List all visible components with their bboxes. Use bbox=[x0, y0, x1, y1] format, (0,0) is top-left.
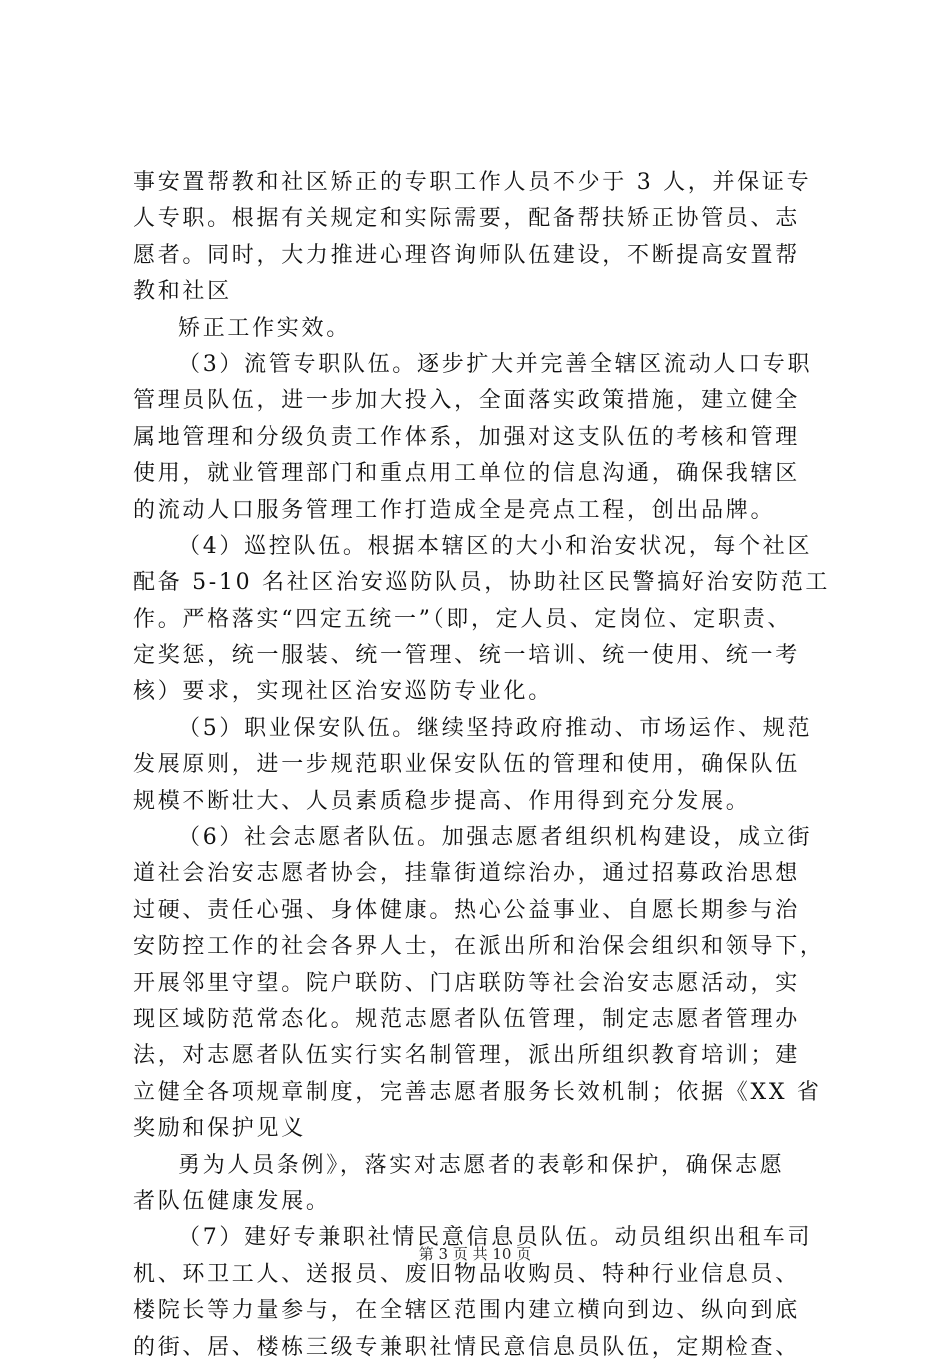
text-line: 使用，就业管理部门和重点用工单位的信息沟通，确保我辖区 bbox=[133, 461, 800, 487]
text-line: 开展邻里守望。院户联防、门店联防等社会治安志愿活动，实 bbox=[133, 970, 800, 996]
text-line: 法，对志愿者队伍实行实名制管理，派出所组织教育培训；建 bbox=[133, 1043, 800, 1069]
text-line: 楼院长等力量参与，在全辖区范围内建立横向到边、纵向到底 bbox=[133, 1298, 800, 1324]
text-line: 立健全各项规章制度，完善志愿者服务长效机制；依据《XX 省 bbox=[133, 1079, 822, 1105]
text-line: （3）流管专职队伍。逐步扩大并完善全辖区流动人口专职 bbox=[178, 351, 813, 377]
text-line: 定奖惩，统一服装、统一管理、统一培训、统一使用、统一考 bbox=[133, 643, 800, 669]
document-body bbox=[133, 165, 833, 1366]
text-line: 奖励和保护见义 bbox=[133, 1116, 306, 1142]
text-line: 勇为人员条例》，落实对志愿者的表彰和保护，确保志愿 bbox=[178, 1152, 785, 1178]
text-line: 安防控工作的社会各界人士，在派出所和治保会组织和领导下， bbox=[133, 934, 825, 960]
text-line: 者队伍健康发展。 bbox=[133, 1188, 331, 1214]
text-line: 矫正工作实效。 bbox=[178, 315, 351, 341]
text-line: 配备 5-10 名社区治安巡防队员，协助社区民警搞好治安防范工 bbox=[133, 570, 831, 596]
text-line: （5）职业保安队伍。继续坚持政府推动、市场运作、规范 bbox=[178, 715, 813, 741]
text-line: 事安置帮教和社区矫正的专职工作人员不少于 3 人，并保证专 bbox=[133, 170, 812, 195]
text-line: 的流动人口服务管理工作打造成全是亮点工程，创出品牌。 bbox=[133, 497, 776, 523]
text-line: 作。严格落实“四定五统一”（即，定人员、定岗位、定职责、 bbox=[133, 606, 793, 632]
text-line: 核）要求，实现社区治安巡防专业化。 bbox=[133, 679, 553, 705]
text-line: 现区域防范常态化。规范志愿者队伍管理，制定志愿者管理办 bbox=[133, 1006, 800, 1032]
page-number-footer: 第 3 页 共 10 页 bbox=[418, 1245, 532, 1263]
text-line: （4）巡控队伍。根据本辖区的大小和治安状况，每个社区 bbox=[178, 533, 813, 559]
text-line: 愿者。同时，大力推进心理咨询师队伍建设，不断提高安置帮 bbox=[133, 242, 800, 268]
text-line: 发展原则，进一步规范职业保安队伍的管理和使用，确保队伍 bbox=[133, 752, 800, 778]
text-line: 人专职。根据有关规定和实际需要，配备帮扶矫正协管员、志 bbox=[133, 206, 800, 232]
text-line: 管理员队伍，进一步加大投入，全面落实政策措施，建立健全 bbox=[133, 388, 800, 414]
text-line: 教和社区 bbox=[133, 279, 232, 305]
text-line: 过硬、责任心强、身体健康。热心公益事业、自愿长期参与治 bbox=[133, 897, 800, 923]
text-line: 机、环卫工人、送报员、废旧物品收购员、特种行业信息员、 bbox=[133, 1261, 800, 1287]
text-line: 属地管理和分级负责工作体系，加强对这支队伍的考核和管理 bbox=[133, 424, 800, 450]
text-line: （7）建好专兼职社情民意信息员队伍。动员组织出租车司 bbox=[178, 1225, 813, 1251]
text-line: 道社会治安志愿者协会，挂靠街道综治办，通过招募政治思想 bbox=[133, 861, 800, 887]
text-line: 规模不断壮大、人员素质稳步提高、作用得到充分发展。 bbox=[133, 788, 751, 814]
text-line: 的街、居、楼栋三级专兼职社情民意信息员队伍，定期检查、 bbox=[133, 1334, 800, 1360]
text-line: （6）社会志愿者队伍。加强志愿者组织机构建设，成立街 bbox=[178, 825, 813, 851]
